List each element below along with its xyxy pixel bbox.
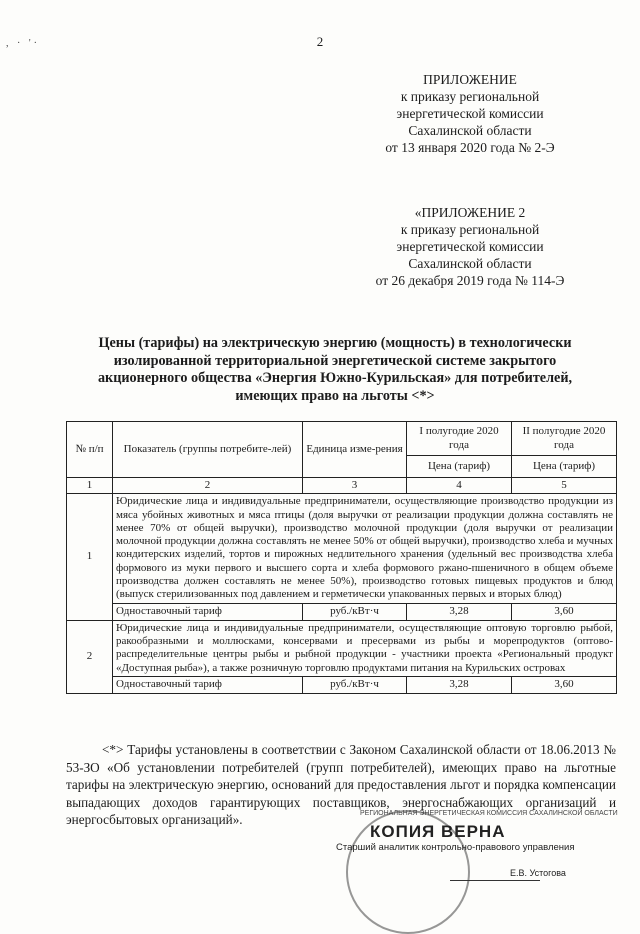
appendix-current-line: к приказу региональной <box>400 89 540 104</box>
stamp-position: Старший аналитик контрольно-правового управления <box>336 842 575 853</box>
table-row-tariff <box>67 676 617 693</box>
certification-stamp <box>300 806 620 896</box>
corner-marks: , · '· <box>6 38 40 49</box>
header-half2: II полугодие 2020 года <box>512 422 617 456</box>
header-unit: Единица изме-рения <box>303 422 407 478</box>
appendix-original-line: энергетической комиссии <box>396 239 544 254</box>
tariff-price-h2: 3,60 <box>512 603 617 620</box>
table-header-row <box>67 422 617 456</box>
title-line: Цены (тарифы) на электрическую энергию (мощность) в технологически <box>98 335 572 351</box>
header-indicator: Показатель (группы потребите-лей) <box>113 422 303 478</box>
tariff-label: Одноставочный тариф <box>113 676 303 693</box>
page-number: 2 <box>316 34 324 49</box>
header-num: № п/п <box>67 422 113 478</box>
appendix-current <box>320 71 620 156</box>
stamp-org: РЕГИОНАЛЬНАЯ ЭНЕРГЕТИЧЕСКАЯ КОМИССИЯ САХАЛИНСКОЙ ОБЛАСТИ <box>360 810 618 817</box>
index-cell: 3 <box>303 478 407 494</box>
appendix-original-line: Сахалинской области <box>408 256 532 271</box>
tariff-price-h1: 3,28 <box>407 603 512 620</box>
row-num: 1 <box>67 494 113 620</box>
header-price1: Цена (тариф) <box>407 456 512 478</box>
table-row <box>67 620 617 676</box>
appendix-original-line: к приказу региональной <box>400 222 540 237</box>
tariff-unit: руб./кВт·ч <box>303 676 407 693</box>
index-cell: 5 <box>512 478 617 494</box>
appendix-original-heading: «ПРИЛОЖЕНИЕ 2 <box>414 205 526 220</box>
appendix-current-date: от 13 января 2020 года № 2-Э <box>385 140 555 155</box>
stamp-title: КОПИЯ ВЕРНА <box>370 822 506 841</box>
index-cell: 4 <box>407 478 512 494</box>
header-half1: I полугодие 2020 года <box>407 422 512 456</box>
tariff-price-h1: 3,28 <box>407 676 512 693</box>
table-row-tariff <box>67 603 617 620</box>
tariff-unit: руб./кВт·ч <box>303 603 407 620</box>
tariff-table <box>66 421 617 694</box>
appendix-original-date: от 26 декабря 2019 года № 114-Э <box>375 273 565 288</box>
index-cell: 1 <box>67 478 113 494</box>
appendix-current-heading: ПРИЛОЖЕНИЕ <box>423 72 517 87</box>
row-description: Юридические лица и индивидуальные предприниматели, осуществляющие производство продукции из мяса убойных животных и мяса птицы (доля выручки от реализации продукции должна составлять не менее 70% от общей выручки), производство молочной продукции (доля выручки от реализации молочной продукции должна составлять не менее 50% от общей выручки), производство хлеба и мучных кондитерских изделий, тортов и пирожных недлительного хранения (удельный вес производства хлеба формового из муки первого и высшего сорта и хлеба формового ржано-пшеничного в общем объеме производства должен составлять не менее 50%), производство готовых пищевых продуктов и блюд (выпуск стерилизованных под давлением и герметически упакованных первых и вторых блюд) <box>113 494 617 603</box>
table-row <box>67 494 617 603</box>
appendix-original <box>320 204 620 289</box>
signature-line <box>450 880 540 881</box>
tariff-price-h2: 3,60 <box>512 676 617 693</box>
row-num: 2 <box>67 620 113 693</box>
footnote-text: <*> Тарифы установлены в соответствии с Законом Сахалинской области от 18.06.2013 № 53-ЗО «Об установлении потребителей (групп потребителей), имеющих право на льготные тарифы на электрическую энергию, оснований для предоставления льгот и порядка компенсации выпадающих доходов гарантирующих поставщиков, энергоснабжающих организаций и энергосбытовых организаций». <box>66 742 616 827</box>
row-description: Юридические лица и индивидуальные предприниматели, осуществляющие оптовую торговлю рыбой, ракообразными и моллюсками, консервами и пресервами из рыбы и морепродуктов (оптово-распределительные центры рыбы и рыбной продукции - участники проекта «Региональный продукт «Доступная рыба»), а также розничную торговлю продуктами питания на Курильских островах <box>113 620 617 676</box>
appendix-current-line: Сахалинской области <box>408 123 532 138</box>
table-index-row <box>67 478 617 494</box>
tariff-label: Одноставочный тариф <box>113 603 303 620</box>
title-line: изолированной территориальной энергетической системе закрытого <box>113 352 557 369</box>
index-cell: 2 <box>113 478 303 494</box>
header-price2: Цена (тариф) <box>512 456 617 478</box>
document-title <box>60 335 610 405</box>
title-line: имеющих право на льготы <*> <box>235 387 435 404</box>
appendix-current-line: энергетической комиссии <box>396 106 544 121</box>
stamp-signer: Е.В. Устогова <box>510 868 566 878</box>
title-line: акционерного общества «Энергия Южно-Курильская» для потребителей, <box>97 370 573 386</box>
